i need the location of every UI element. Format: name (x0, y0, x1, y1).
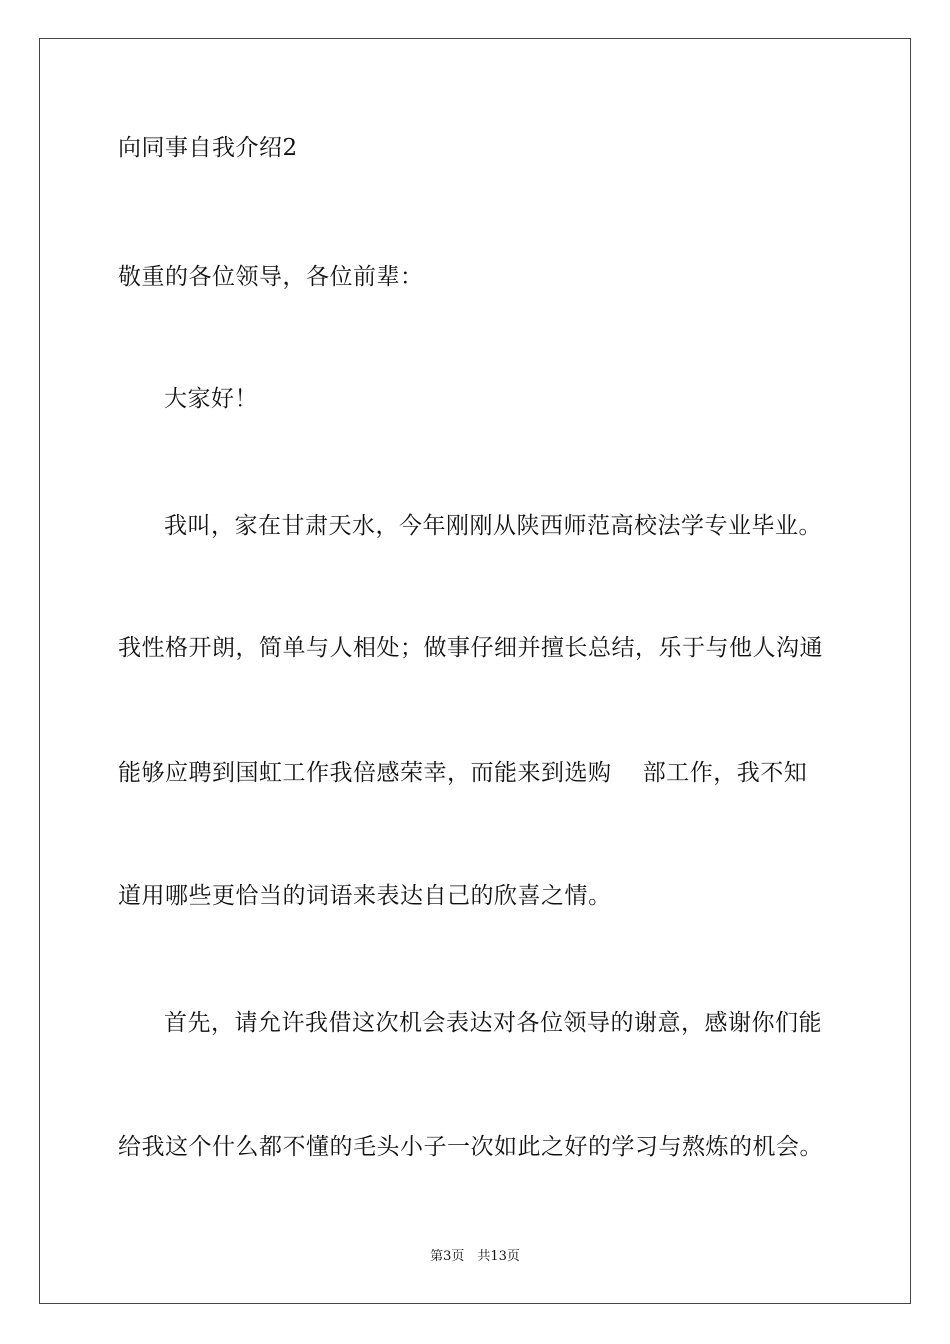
page-border (39, 38, 911, 1304)
document-title: 向同事自我介绍2 (118, 135, 298, 161)
paragraph-line: 我叫，家在甘肃天水，今年刚刚从陕西师范高校法学专业毕业。 (164, 513, 822, 539)
paragraph-line: 首先，请允许我借这次机会表达对各位领导的谢意，感谢你们能 (164, 1010, 822, 1036)
page-number-footer: 第3页 共13页 (430, 1249, 520, 1264)
paragraph-line: 给我这个什么都不懂的毛头小子一次如此之好的学习与熬炼的机会。 (118, 1134, 823, 1160)
paragraph-line: 我性格开朗，简单与人相处；做事仔细并擅长总结，乐于与他人沟通 (118, 635, 823, 661)
paragraph-line: 道用哪些更恰当的词语来表达自己的欣喜之情。 (118, 883, 612, 909)
paragraph-line: 能够应聘到国虹工作我倍感荣幸，而能来到选购 部工作，我不知 (118, 760, 808, 786)
greeting: 大家好！ (164, 386, 258, 412)
salutation: 敬重的各位领导，各位前辈： (118, 264, 424, 290)
